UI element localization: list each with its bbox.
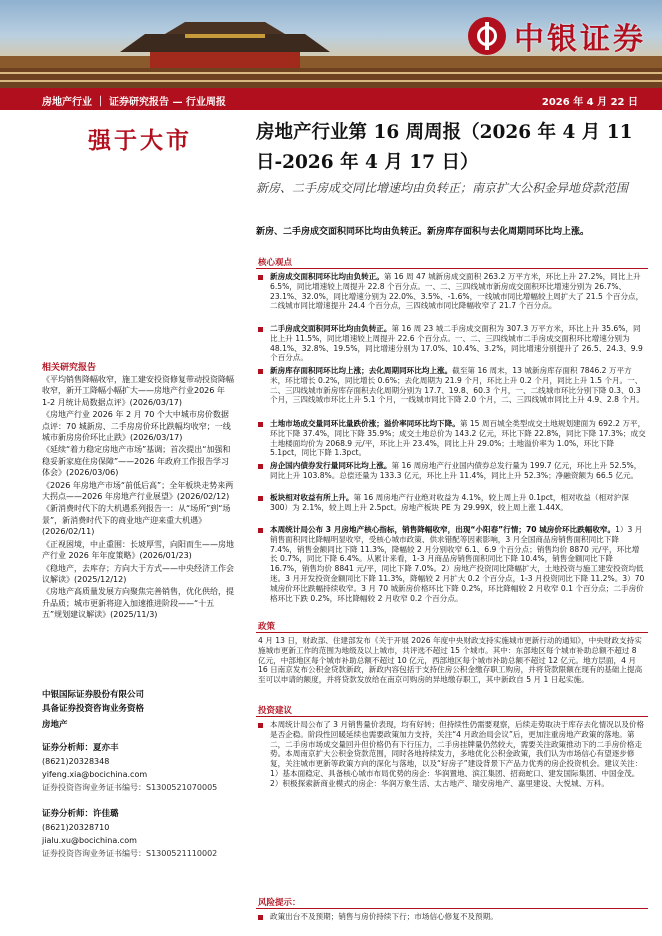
analyst-phone: (8621)20328348 — [42, 757, 110, 766]
core-point-lead: 新房库存面积同环比均上涨；去化周期同环比均上涨。 — [270, 366, 453, 375]
header-banner-image — [0, 0, 662, 88]
core-point-lead: 二手房成交面积同环比均由负转正。 — [270, 324, 392, 333]
analyst-card — [42, 808, 236, 860]
related-report-item[interactable]: 《房地产高质量发展方向聚焦完善销售，优化供给，提升品质；城市更新将迎入加速推进阶段——“十五五”规划建议解读》(2025/11/3) — [42, 587, 234, 620]
bank-of-china-securities-logo — [468, 14, 646, 58]
section-divider — [256, 716, 648, 717]
analyst-card — [42, 742, 236, 794]
analyst-name: 证券分析师：许佳璐 — [42, 809, 119, 819]
report-type-bar — [0, 88, 662, 110]
investment-advice: 本周统计局公布了 3 月销售量价表现，均有好转；但持续性仍需要观察，后续走势取决于库存去化情况以及价格是否企稳。阶段性回暖延续也需要政策加力支持，关注“4 月政治局会议”后，更加注重房地产政策的落地。第二，二手房市场成交量回升但价格仍有下行压力，二手房挂牌量仍然较大，需要关注政策推动下的二手房价格走势。本周南京扩大公积金贷款范围，同时各地持续发力，多地优化公积金政策，我们认为市场信心有望逐步修复，关注城市更新等政策方向的深化与落地，以及“好房子”建设背景下产品力优秀的房企投资机会。建议关注：1）基本面稳定、具备核心城市布局优势的房企：华润置地、滨江集团、招商蛇口、建发国际集团、中国金茂。2）积极探索新商业模式的房企：华润万象生活、太古地产、瑞安房地产、嘉里建设、大悦城、万科。 — [258, 720, 646, 789]
analyst-name: 证券分析师：夏亦丰 — [42, 743, 119, 753]
related-reports-heading: 相关研究报告 — [42, 363, 97, 373]
company-qualification: 具备证券投资咨询业务资格 — [42, 704, 145, 714]
core-point-text: 1）3 月销售面积同比降幅明显收窄，受核心城市政策、供求错配等因素影响，3 月全国商品房销售面积同比下降 7.4%，销售金额同比下降 11.3%，降幅较 2 月分别收窄 6.1、6.9 个百分点；销售均价 8870 元/平，环比增长 0.7%，同比下降 6.4%。从累计来看，1-3 月商品房销售面积同比下降 10.4%，销售金额同比下降 16.7%，销售均价 8841 元/平，同比下降 7.0%。2）房地产投资同比降幅扩大，土地投资与施工建安投资均低迷。3 月开发投资金额同比下降 11.3%，降幅较 2 月扩大 0.2 个百分点，1-3 月投资同比下降 11.2%。3）70 城房价环比跌幅持续收窄。3 月 70 城新房价格环比下降 0.2%，环比降幅较 2 月收窄 0.1 个百分点；二手房价格环比下跌 0.2%，环比降幅较 2 月收窄 0.2 个百分点。 — [270, 525, 645, 603]
related-report-item[interactable]: 《稳地产，去库存；方向大于方式——中央经济工作会议解读》(2025/12/12) — [42, 563, 234, 584]
related-report-item[interactable]: 《延续“着力稳定房地产市场”基调；首次提出“加强和稳妥新家庭住房保障”——2026 年政府工作报告学习体会》(2026/03/06) — [42, 445, 231, 478]
core-point-lead: 本周统计局公布 3 月房地产核心指标，销售降幅收窄，出现“小阳春”行情；70 城房价环比跌幅收窄。 — [270, 525, 616, 534]
core-point-text: 第 15 周百城全类型成交土地规划建面为 692.2 万平，环比下降 37.4%，同比下降 35.9%；成交土地总价为 143.2 亿元，环比下降 22.8%，同比下降 17.3%；成交土地楼面均价为 2068.9 元/平，环比上升 23.4%，同比上升 29.0%；土地溢价率为 1.0%，环比下降 5.1pct，同比下降 1.3pct。 — [270, 419, 646, 458]
risk-text: 政策出台不及预期；销售与房价持续下行；市场信心修复不及预期。 — [258, 912, 646, 922]
section-divider — [256, 908, 648, 909]
section-policy-heading: 政策 — [258, 622, 276, 632]
policy-paragraph: 4 月 13 日，财政部、住建部发布《关于开展 2026 年度中央财政支持实施城市更新行动的通知》，中央财政支持实施城市更新工作的范围为地级及以上城市，共评选不超过 15 个城市。其中：东部地区每个城市补助总额不超过 8 亿元，中部地区每个城市补助总额不超过 10 亿元，西部地区每个城市补助总额不超过 12 亿元。地方层面，4 月 16 日南京发布公积金贷款新政，新政内容包括于支持住房公积金缴存职工购房，并将贷款限额在现有的基础上提高至可以申请的额度，并将贷款发放给在南京可购房的异地缴存职工，其中新政自 5 月 1 日起实施。 — [258, 636, 643, 685]
core-point — [258, 366, 646, 405]
report-date: 2026 年 4 月 22 日 — [541, 97, 638, 108]
related-report-item[interactable]: 《2026 年房地产市场“前低后高”；全年板块走势来两大拐点——2026 年房地产行业展望》(2026/02/12) — [42, 480, 234, 502]
company-name: 中银国际证券股份有限公司 — [42, 690, 145, 700]
boc-emblem-icon — [468, 17, 506, 55]
core-point-lead: 板块相对收益有所上升。 — [270, 493, 354, 502]
rating-label: 强于大市 — [88, 127, 192, 154]
core-point-text: 第 16 周房地产行业国内债券总发行量为 199.7 亿元，环比上升 52.5%，同比上升 103.8%。总偿还量为 133.3 亿元，环比上升 11.4%，同比上升 52.3%；净融资额为 66.5 亿元。 — [270, 461, 642, 480]
core-point — [258, 493, 646, 513]
core-point-text: 第 16 周 47 城新房成交面积 263.2 万平方米，环比上升 27.2%，同比上升 6.5%，同比增速较上周提升 22.8 个百分点。一、二、三四线城市新房成交面积环比增速分别为 26.7%、23.1%、32.0%，同比增速分别为 22.0%、3.5%、-1.6%，一线城市同比增幅较上周扩大了 21.5 个百分点，二线城市同比增速提升 24.4 个百分点，三四线城市同比降幅收窄了 21.7 个百分点。 — [270, 272, 644, 311]
logo-text: 中银证券 — [514, 22, 646, 57]
core-point-text: 截至第 16 周末，13 城新房库存面积 7846.2 万平方米，环比增长 0.2%，同比增长 0.6%；去化周期为 21.9 个月，环比上升 0.2 个月，同比上升 1.5 个月。一、二、三四线城市新房库存面积去化周期分别为 17.7、19.8、60.3 个月，一、二线城市环比分别下降 0.3、0.3 个月，三四线城市环比上升 5.1 个月，一线城市同比下降 2.0 个月，二、三四线城市同比上升 4.9、2.8 个月。 — [270, 366, 645, 405]
core-point-lead: 新房成交面积同环比均由负转正。 — [270, 272, 384, 281]
related-report-item[interactable]: 《平均销售降幅收窄，施工建安投资修复带动投资降幅收窄，新开工降幅小幅扩大——房地产行业2026 年 1-2 月统计局数据点评》(2026/03/17) — [42, 375, 234, 407]
analyst-email[interactable]: yifeng.xia@bocichina.com — [42, 770, 148, 779]
core-point-lead: 土地市场成交量同环比量跌价涨；溢价率同环比均下降。 — [270, 419, 460, 428]
core-point — [258, 272, 646, 311]
core-point — [258, 525, 646, 603]
analyst-phone: (8621)20328710 — [42, 823, 110, 832]
analyst-license: 证券投资咨询业务证书编号：S1300521110002 — [42, 849, 218, 858]
sector-name: 房地产 — [42, 720, 68, 730]
company-info — [42, 688, 236, 732]
core-point-lead: 房企国内债券发行量同环比均上涨。 — [270, 461, 392, 470]
report-category: 房地产行业 ｜ 证券研究报告 — 行业周报 — [42, 97, 226, 108]
analyst-license: 证券投资咨询业务证书编号：S1300521070005 — [42, 783, 218, 792]
related-report-item[interactable]: 《房地产行业 2026 年 2 月 70 个大中城市房价数据点评：70 城新房、二手房房价环比跌幅均收窄；一线城市新房房价环比止跌》(2026/03/17) — [42, 410, 231, 443]
section-invest-heading: 投资建议 — [258, 706, 293, 716]
related-report-item[interactable]: 《正视困境，中止重围：长坡厚雪，向阳而生——房地产行业 2026 年年度策略》(2026/01/23) — [42, 539, 234, 561]
analyst-email[interactable]: jialu.xu@bocichina.com — [42, 836, 137, 845]
section-divider — [256, 268, 648, 269]
lead-summary: 新房、二手房成交面积同环比均由负转正。新房库存面积与去化周期同环比均上涨。 — [256, 227, 590, 237]
related-report-item[interactable]: 《新消费时代下的大机遇系列报告一：从“场所”到“场景”，新消费时代下的商业地产迎来重大机遇》(2026/02/11) — [42, 504, 231, 537]
section-divider — [256, 632, 648, 633]
report-subtitle: 新房、二手房成交同比增速均由负转正；南京扩大公积金异地贷款范围 — [256, 181, 629, 195]
core-point — [258, 461, 646, 481]
core-point-text: 第 16 周房地产行业绝对收益为 4.1%，较上周上升 0.1pct，相对收益（相对沪深 300）为 2.1%，较上周上升 2.5pct。房地产板块 PE 为 29.99X，较上周上涨 1.44X。 — [270, 493, 629, 512]
core-point — [258, 324, 646, 363]
report-title: 房地产行业第 16 周周报（2026 年 4 月 11 日-2026 年 4 月 17 日） — [256, 122, 633, 173]
core-point — [258, 419, 646, 458]
section-risk-heading: 风险提示： — [258, 898, 301, 908]
related-reports-list — [42, 374, 234, 622]
section-core-heading: 核心观点 — [258, 258, 293, 268]
core-point-text: 第 16 周 23 城二手房成交面积为 307.3 万平方米，环比上升 35.6%，同比上升 11.5%，同比增速较上周提升 22.6 个百分点。一、二、三四线城市二手房成交面积环比增速分别为 48.1%、32.8%、19.5%，同比增速分别为 17.0%、10.4%、3.2%，同比增速分别提升了 26.5、24.3、9.9 个百分点。 — [270, 324, 643, 363]
